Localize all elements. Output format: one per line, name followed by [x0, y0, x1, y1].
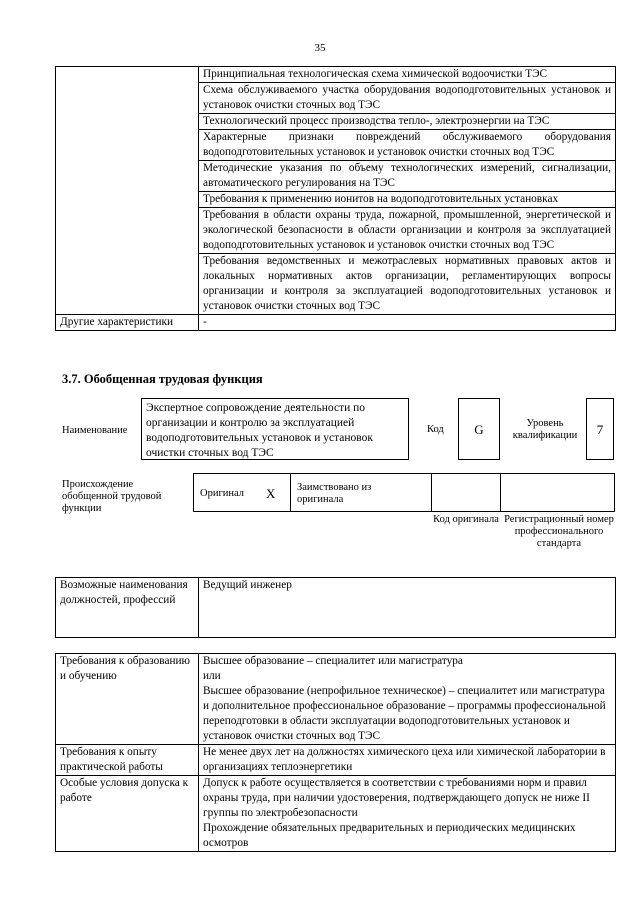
code-value: G — [474, 421, 484, 437]
other-characteristics-label: Другие характеристики — [56, 315, 199, 331]
original-mark: X — [266, 486, 276, 501]
knowledge-item: Принципиальная технологическая схема химической водоочистки ТЭС — [199, 67, 616, 83]
experience-line: Не менее двух лет на должностях химического цеха или химической лаборатории в организациях теплоэнергетики — [203, 746, 606, 773]
reg-number-cell — [500, 473, 615, 512]
knowledge-item: Схема обслуживаемого участка оборудования водоподготовительных установок и установок очистки сточных вод ТЭС — [199, 83, 616, 114]
professions-value: Ведущий инженер — [199, 578, 616, 638]
level-value: 7 — [596, 421, 604, 437]
knowledge-item: Требования в области охраны труда, пожарной, промышленной, энергетической и экологической безопасности в области организации и контроля за эксплуатацией водоподготовительных установок и установок очистки сточных вод ТЭС — [199, 208, 616, 254]
table-row — [56, 776, 616, 852]
knowledge-item: Требования ведомственных и межотраслевых нормативных правовых актов и локальных нормативных актов организации, регламентирующих вопросы организации и контроля за эксплуатацией водоподготовительных установок и установок очистки сточных вод ТЭС — [199, 254, 616, 315]
admission-line: Допуск к работе осуществляется в соответствии с требованиями норм и правил охраны труда, при наличии удостоверения, подтверждающего допуск не ниже II группы по электробезопасности — [203, 777, 590, 819]
section-title: 3.7. Обобщенная трудовая функция — [62, 372, 263, 386]
experience-label: Требования к опыту практической работы — [56, 745, 199, 776]
function-name-value: Экспертное сопровождение деятельности по организации и контролю за эксплуатацией водоподготовительных установок и установок очистки сточных вод ТЭС — [146, 402, 373, 459]
education-line: Высшее образование – специалитет или магистратура — [203, 655, 463, 667]
education-line: Высшее образование (непрофильное техническое) – специалитет или магистратура и дополнительное профессиональное образование – программы профессиональной переподготовки в области эксплуатации водоподготовительных установок и установок очистки сточных вод ТЭС — [203, 685, 606, 742]
knowledge-label-cell — [56, 67, 199, 315]
requirements-table — [55, 653, 616, 852]
level-value-box — [586, 398, 614, 460]
borrowed-cell — [290, 473, 432, 512]
code-label: Код — [427, 424, 444, 435]
function-name-box — [141, 398, 409, 460]
code-original-caption: Код оригинала — [433, 514, 499, 525]
other-characteristics-value: - — [199, 315, 616, 331]
knowledge-item: Технологический процесс производства тепло-, электроэнергии на ТЭС — [199, 114, 616, 130]
original-label: Оригинал — [200, 488, 244, 499]
knowledge-item: Методические указания по объему технологических измерений, сигнализации, автоматического регулирования на ТЭС — [199, 161, 616, 192]
knowledge-item: Характерные признаки повреждений обслуживаемого оборудования водоподготовительных установок и установок очистки сточных вод ТЭС — [199, 130, 616, 161]
origin-label: Происхождение обобщенной трудовой функции — [62, 479, 162, 514]
experience-value — [199, 745, 616, 776]
professions-table — [55, 577, 616, 638]
knowledge-item: Требования к применению ионитов на водоподготовительных установках — [199, 192, 616, 208]
name-label: Наименование — [62, 425, 128, 436]
code-original-cell — [431, 473, 501, 512]
borrowed-label: Заимствовано из оригинала — [297, 482, 372, 505]
original-cell — [193, 473, 291, 512]
admission-label: Особые условия допуска к работе — [56, 776, 199, 852]
education-line: или — [203, 670, 221, 682]
education-label: Требования к образованию и обучению — [56, 654, 199, 745]
admission-line: Прохождение обязательных предварительных и периодических медицинских осмотров — [203, 822, 576, 849]
reg-number-caption: Регистрационный номер профессионального стандарта — [504, 514, 614, 549]
level-label: Уровень квалификации — [512, 418, 578, 441]
code-value-box — [458, 398, 500, 460]
table-row — [56, 745, 616, 776]
page-number: 35 — [314, 42, 326, 54]
professions-label: Возможные наименования должностей, профессий — [56, 578, 199, 638]
education-value — [199, 654, 616, 745]
knowledge-table — [55, 66, 616, 331]
table-row — [56, 654, 616, 745]
admission-value — [199, 776, 616, 852]
